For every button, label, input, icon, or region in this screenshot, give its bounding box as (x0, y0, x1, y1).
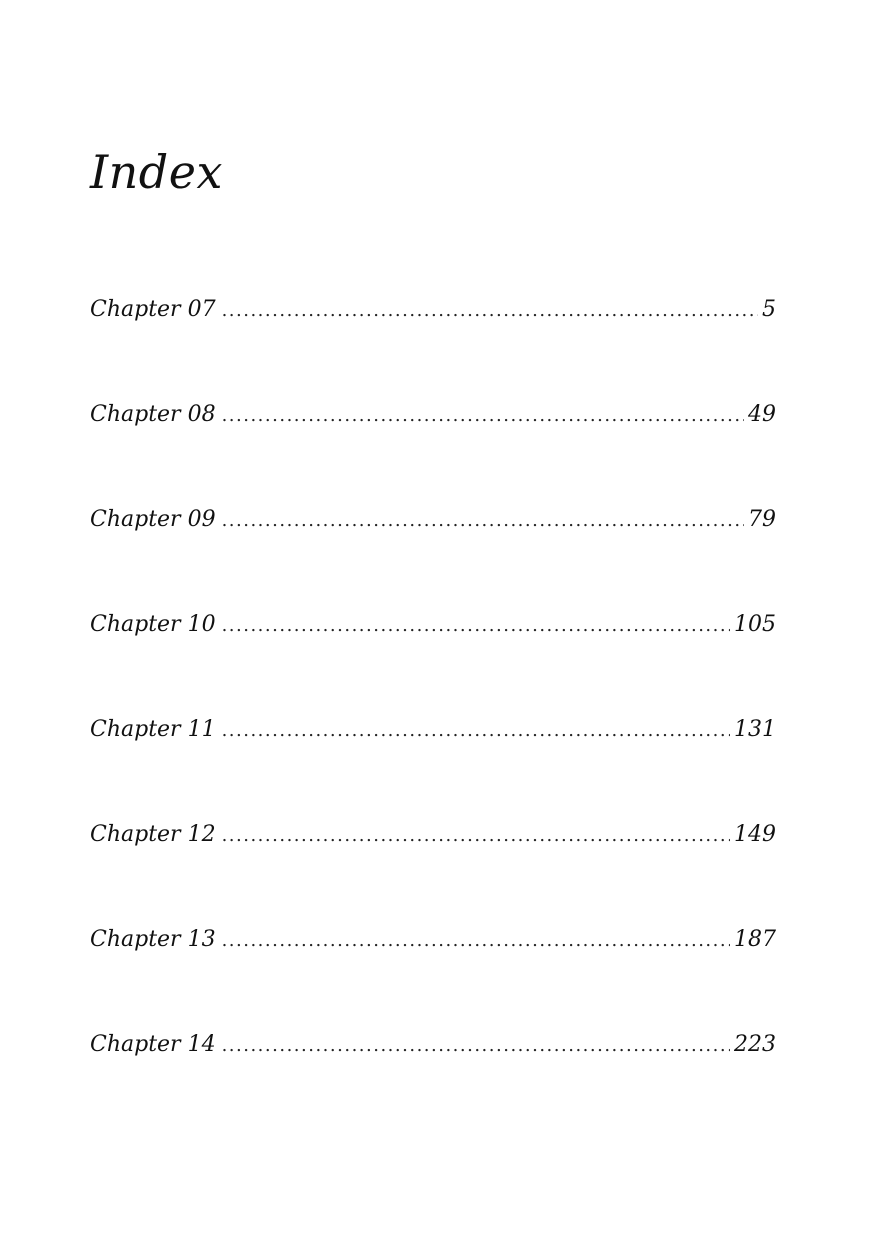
page-number: 105 (734, 612, 776, 637)
toc-row (90, 605, 776, 645)
toc-entry-chapter-13 (90, 920, 776, 1025)
toc-entry-chapter-08 (90, 395, 776, 500)
toc-entry-chapter-12 (90, 815, 776, 920)
table-of-contents (90, 290, 776, 1130)
page-title: Index (90, 145, 223, 199)
dot-leader (222, 1026, 730, 1066)
chapter-label: Chapter 09 (90, 507, 216, 532)
dot-leader (222, 816, 730, 856)
chapter-label: Chapter 12 (90, 822, 216, 847)
toc-row (90, 815, 776, 855)
chapter-label: Chapter 08 (90, 402, 216, 427)
page-number: 223 (734, 1032, 776, 1057)
dot-leader (222, 396, 744, 436)
page-number: 5 (762, 297, 776, 322)
dot-leader (222, 921, 730, 961)
dot-leader (222, 501, 744, 541)
toc-entry-chapter-09 (90, 500, 776, 605)
page-number: 149 (734, 822, 776, 847)
page-number: 79 (748, 507, 776, 532)
toc-row (90, 500, 776, 540)
chapter-label: Chapter 11 (90, 717, 216, 742)
toc-row (90, 710, 776, 750)
toc-row (90, 1025, 776, 1065)
chapter-label: Chapter 10 (90, 612, 216, 637)
chapter-label: Chapter 07 (90, 297, 216, 322)
chapter-label: Chapter 14 (90, 1032, 216, 1057)
dot-leader (222, 606, 730, 646)
page-number: 131 (734, 717, 776, 742)
toc-entry-chapter-07 (90, 290, 776, 395)
toc-row (90, 395, 776, 435)
dot-leader (222, 291, 758, 331)
chapter-label: Chapter 13 (90, 927, 216, 952)
page-number: 49 (748, 402, 776, 427)
toc-entry-chapter-11 (90, 710, 776, 815)
toc-row (90, 920, 776, 960)
page-number: 187 (734, 927, 776, 952)
toc-entry-chapter-10 (90, 605, 776, 710)
dot-leader (222, 711, 730, 751)
toc-entry-chapter-14 (90, 1025, 776, 1130)
toc-row (90, 290, 776, 330)
